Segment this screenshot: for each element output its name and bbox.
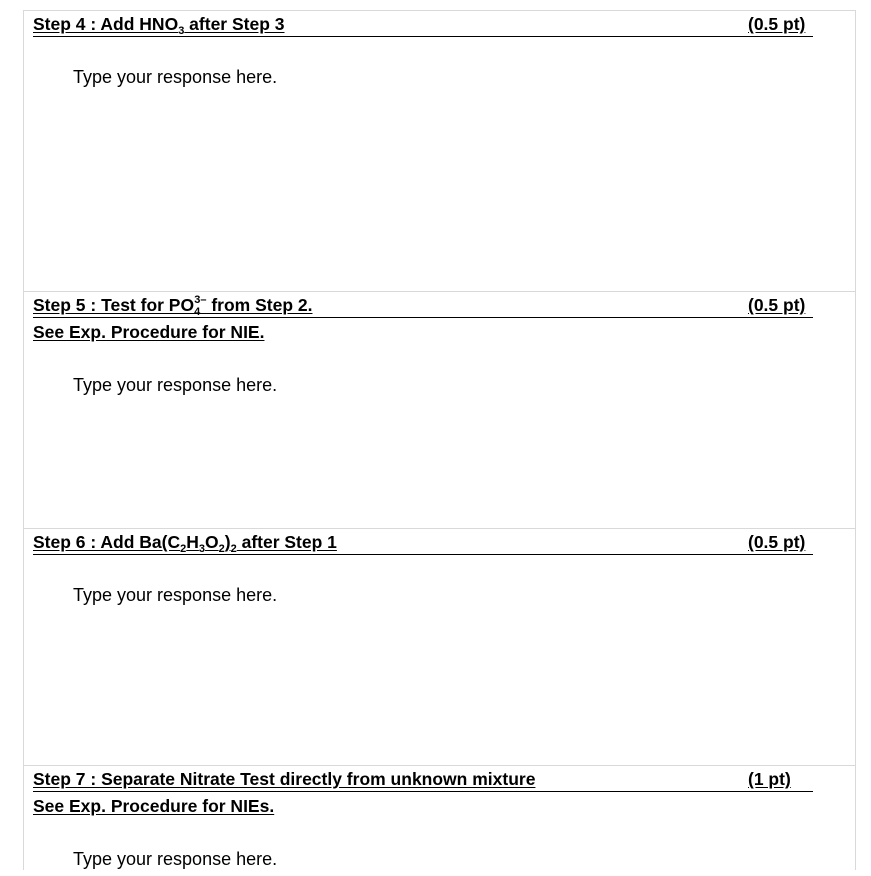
step-6-response[interactable]: Type your response here.	[73, 585, 278, 605]
step-5-procedure-note: See Exp. Procedure for NIE.	[33, 322, 265, 342]
steps-table	[23, 10, 856, 870]
step-6-cell	[24, 529, 855, 766]
step-6-title: Step 6 : Add $Ba(C_2H_3O_2)_2$ after Step 1	[33, 532, 337, 555]
step-4-title: Step 4 : Add $HNO_3$ after Step 3	[33, 14, 285, 37]
step-4-points: (0.5 pt)	[748, 14, 806, 34]
step-5-heading	[33, 293, 813, 318]
step-4-cell	[24, 11, 855, 292]
step-7-procedure-note: See Exp. Procedure for NIEs.	[33, 796, 275, 816]
step-7-heading	[33, 767, 813, 792]
step-7-response[interactable]: Type your response here.	[73, 849, 278, 869]
step-5-cell	[24, 292, 855, 529]
step-7-title: Step 7 : Separate Nitrate Test directly from unknown mixture	[33, 769, 536, 789]
step-7-points: (1 pt)	[748, 769, 791, 789]
step-6-heading	[33, 530, 813, 555]
step-5-title: Step 5 : Test for $PO_4^{3-}$ from Step 2.	[33, 294, 313, 318]
step-5-points: (0.5 pt)	[748, 295, 806, 315]
step-4-response[interactable]: Type your response here.	[73, 67, 278, 87]
step-4-heading	[33, 12, 813, 37]
step-5-response[interactable]: Type your response here.	[73, 375, 278, 395]
step-7-cell	[24, 766, 855, 876]
step-6-points: (0.5 pt)	[748, 532, 806, 552]
